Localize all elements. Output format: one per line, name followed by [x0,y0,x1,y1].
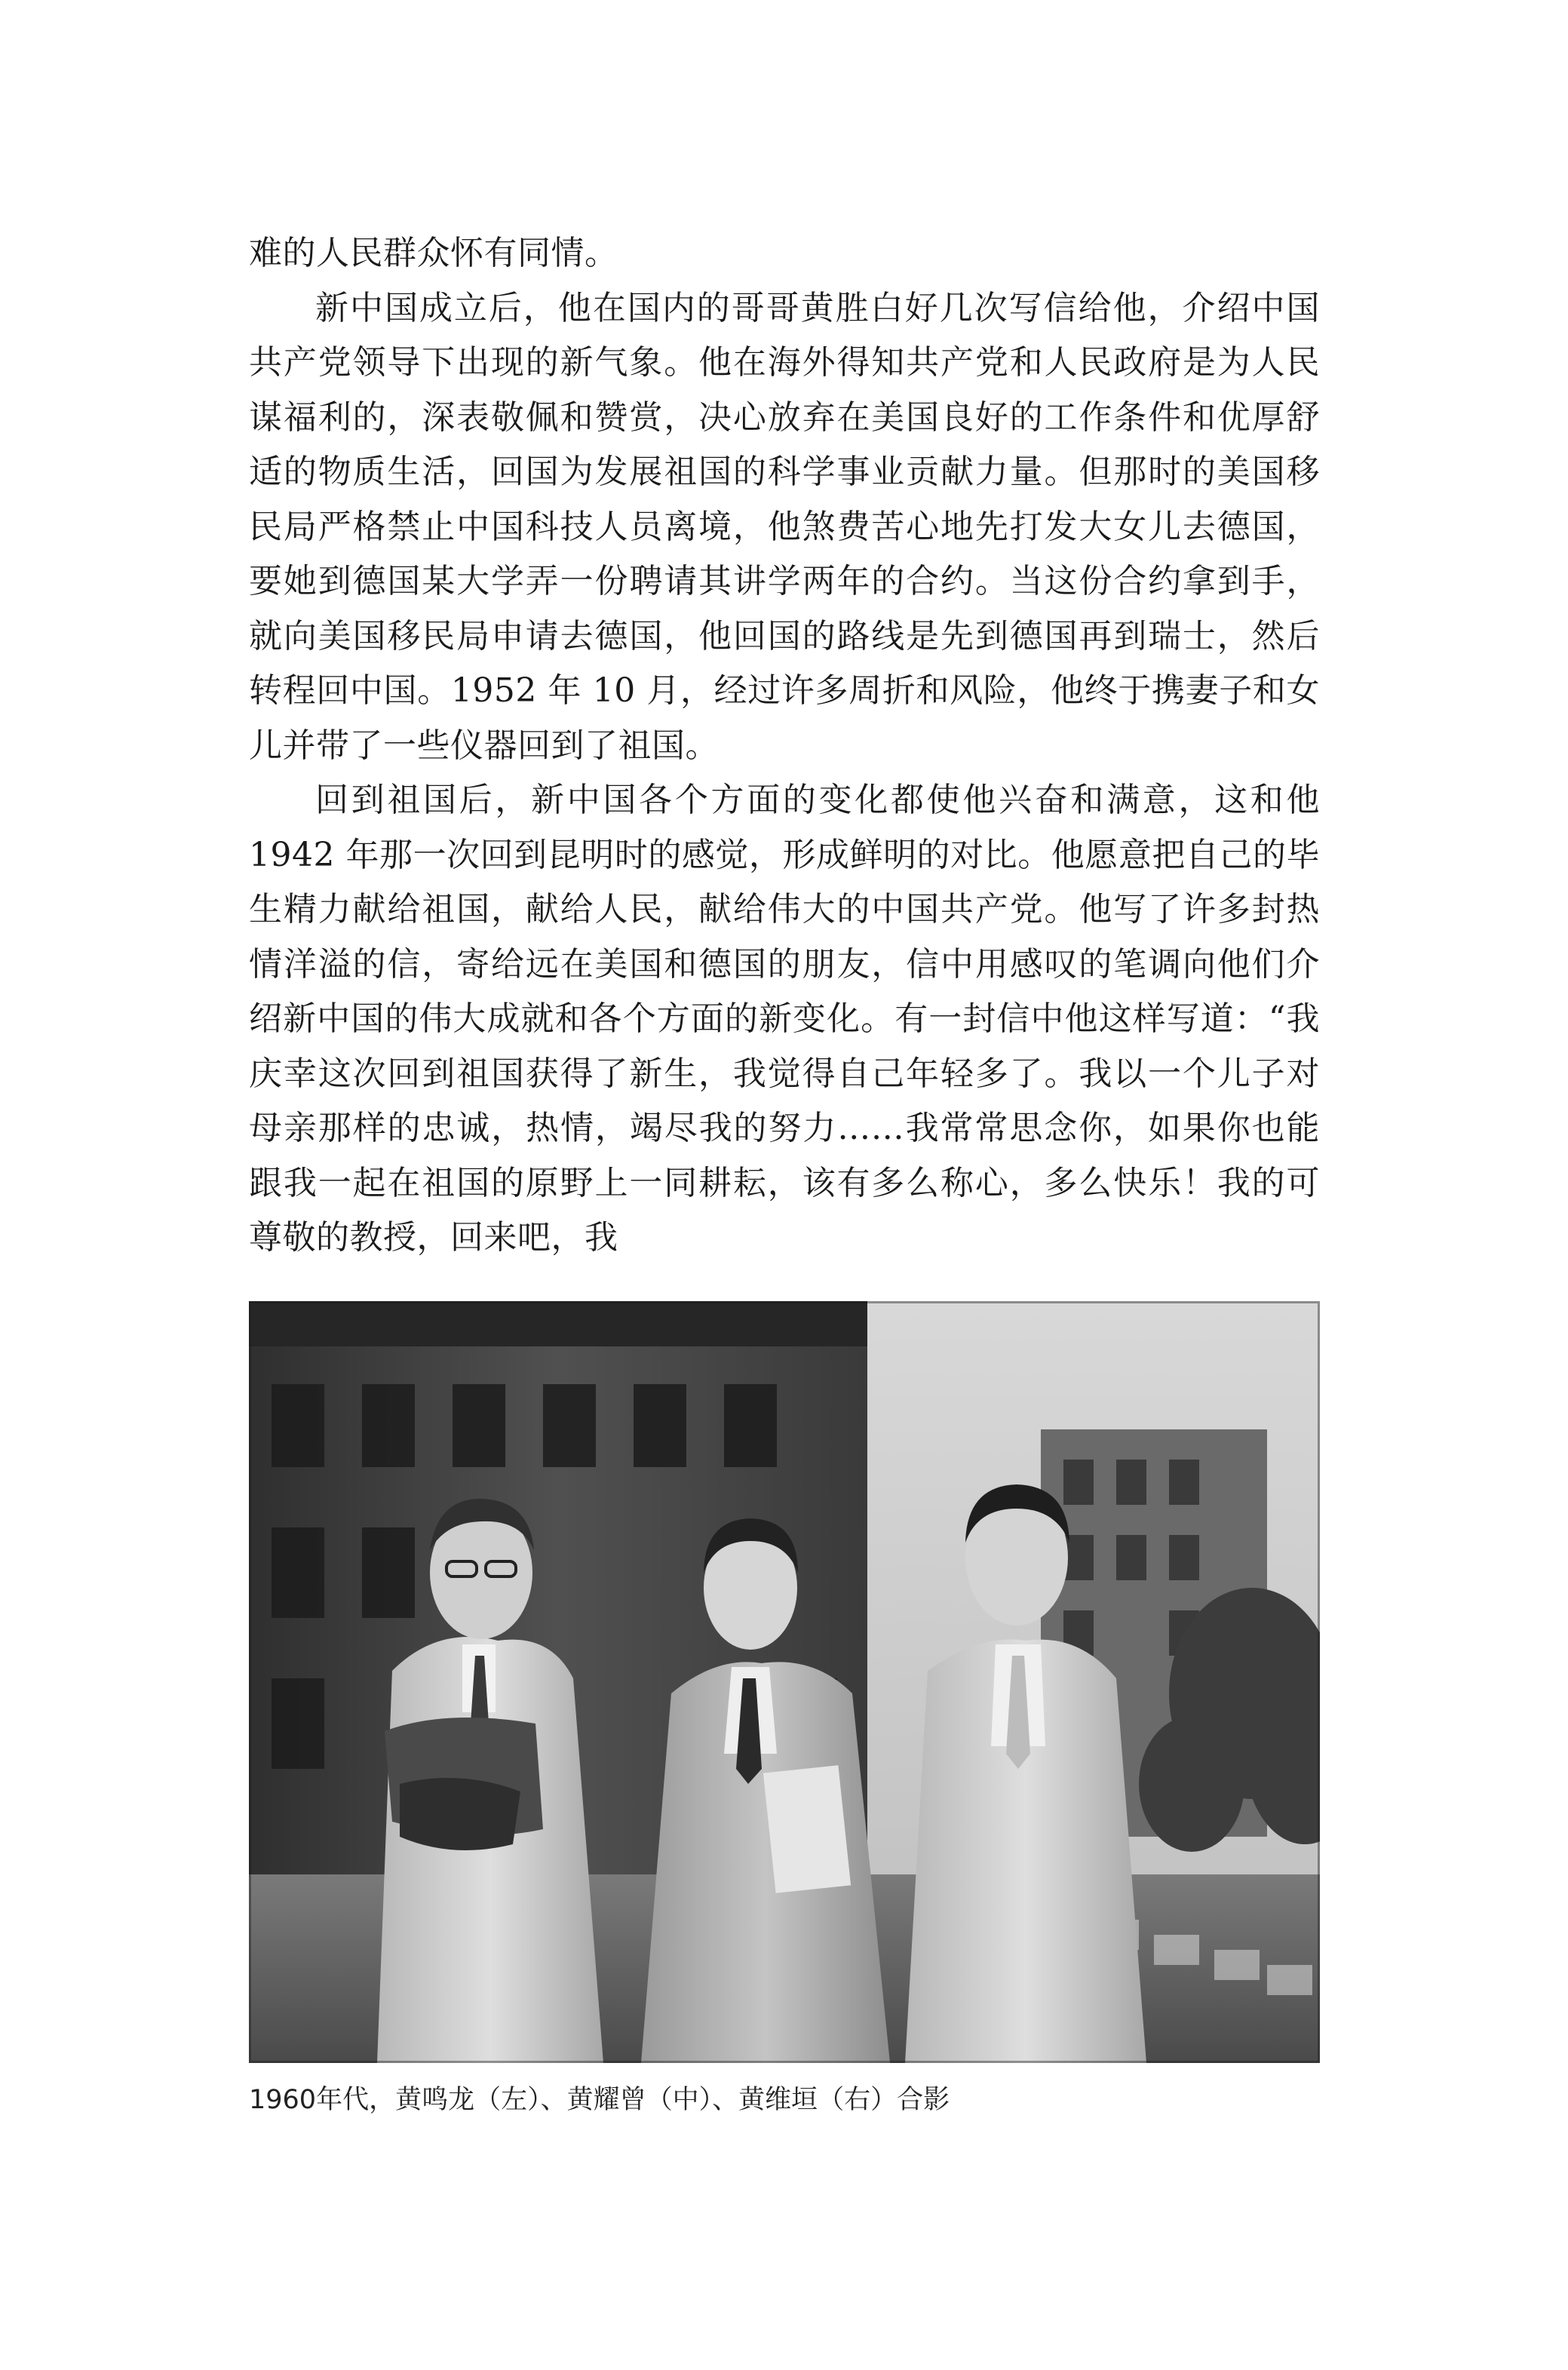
photo-caption: 1960年代，黄鸣龙（左）、黄耀曾（中）、黄维垣（右）合影 [249,2085,950,2115]
paragraph-return-journey: 新中国成立后，他在国内的哥哥黄胜白好几次写信给他，介绍中国共产党领导下出现的新气象。他在海外得知共产党和人民政府是为人民谋福利的，深表敬佩和赞赏，决心放弃在美国良好的工作条件和优厚舒适的物质生活，回国为发展祖国的科学事业贡献力量。但那时的美国移民局严格禁止中国科技人员离境，他煞费苦心地先打发大女儿去德国，要她到德国某大学弄一份聘请其讲学两年的合约。当这份合约拿到手，就向美国移民局申请去德国，他回国的路线是先到德国再到瑞士，然后转程回中国。1952 年 10 月，经过许多周折和风险，他终于携妻子和女儿并带了一些仪器回到了祖国。 [249,288,1320,765]
historical-photo [249,1301,1320,2063]
paragraph-after-return: 回到祖国后，新中国各个方面的变化都使他兴奋和满意，这和他 1942 年那一次回到昆明时的感觉，形成鲜明的对比。他愿意把自己的毕生精力献给祖国，献给人民，献给伟大的中国共产党。他写了许多封热情洋溢的信，寄给远在美国和德国的朋友，信中用感叹的笔调向他们介绍新中国的伟大成就和各个方面的新变化。有一封信中他这样写道：“我庆幸这次回到祖国获得了新生，我觉得自己年轻多了。我以一个儿子对母亲那样的忠诚，热情，竭尽我的努力……我常常思念你，如果你也能跟我一起在祖国的原野上一同耕耘，该有多么称心，多么快乐！我的可尊敬的教授，回来吧，我 [249,781,1320,1257]
paragraph-continuation: 难的人民群众怀有同情。 [249,234,618,272]
body-text [249,226,1320,1266]
